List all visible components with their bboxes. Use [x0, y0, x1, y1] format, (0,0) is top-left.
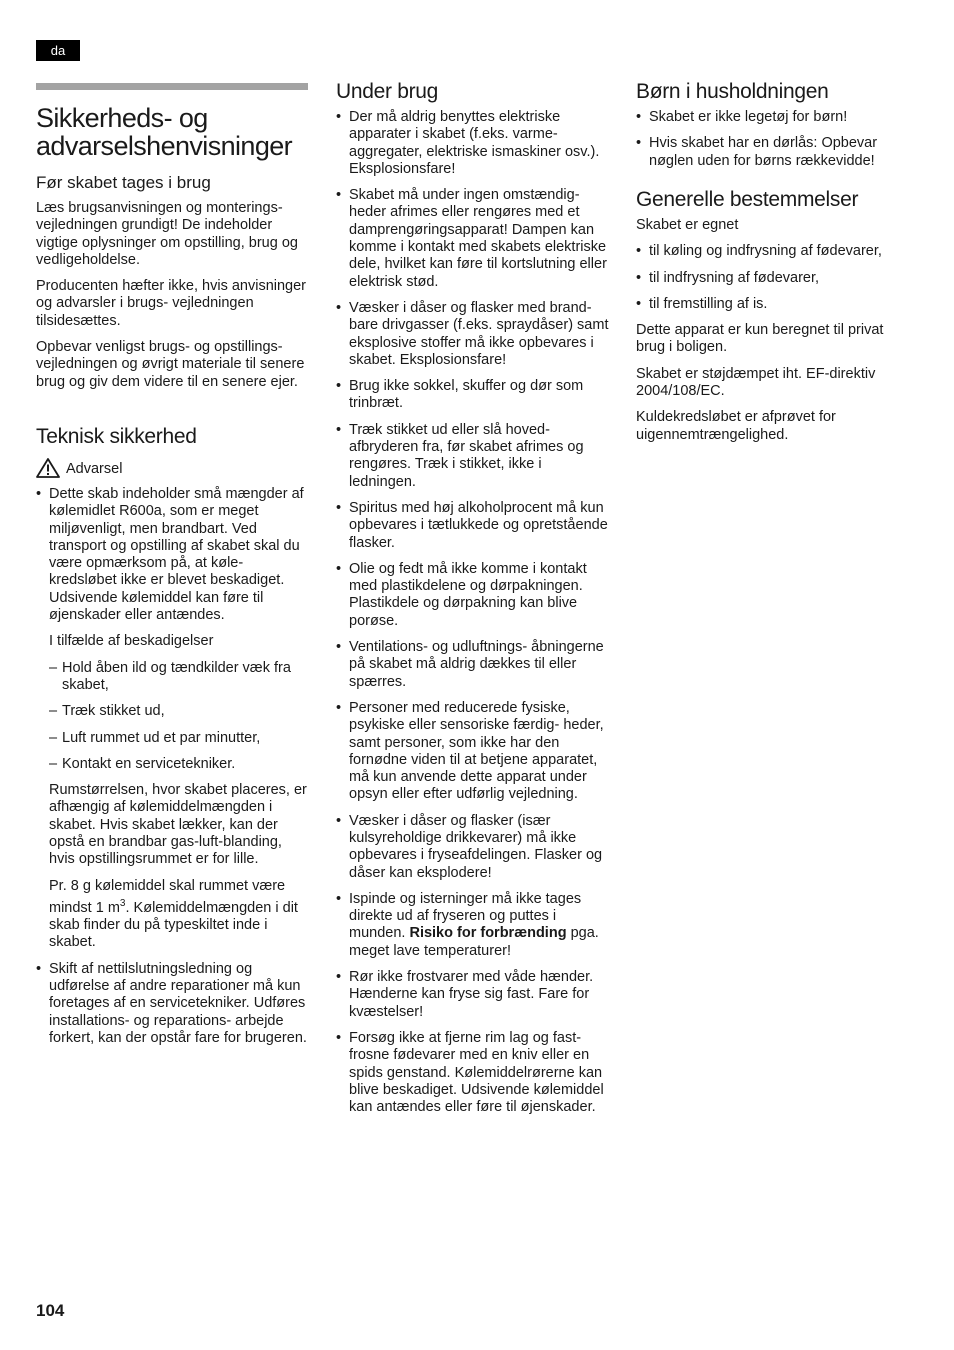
paragraph: Kuldekredsløbet er afprøvet for uigennemtrængelighed.: [636, 409, 836, 443]
bullet-text: • Dette skab indeholder små mængder af kølemidlet R600a, som er meget miljøvenligt, men brandbart. Ved transport og opstilling af skabet skal du være opmærksom på, at køle- kredsløbet ikke er blevet beskadiget. Udsivende kølemiddel kan føre til øjenskader eller antændes.: [49, 486, 304, 624]
list-item: – Træk stikket ud,: [49, 703, 308, 720]
list-item: • Olie og fedt må ikke komme i kontakt med plastikdelene og dørpakningen. Plastikdele og dørpakning kan blive porøse.: [336, 561, 610, 630]
warning-row: [36, 458, 308, 478]
page-number: 104: [36, 1301, 65, 1320]
language-tab: da: [36, 40, 80, 61]
list-item: • Brug ikke sokkel, skuffer og dør som trinbræt.: [336, 378, 610, 413]
before-use-heading: Før skabet tages i brug: [36, 173, 211, 192]
damage-heading: I tilfælde af beskadigelser: [49, 633, 214, 650]
tech-safety-heading: Teknisk sikkerhed: [36, 425, 197, 448]
warning-icon: [36, 458, 60, 478]
list-item: • Hvis skabet har en dørlås: Opbevar nøglen uden for børns rækkevidde!: [636, 135, 908, 170]
list-item: • Ispinde og isterninger må ikke tages direkte ud af fryseren og puttes i munden. Risiko for forbrænding pga. meget lave temperaturer!: [336, 891, 610, 960]
list-item: • Der må aldrig benyttes elektriske apparater i skabet (f.eks. varme- aggregater, elektriske ismaskiner osv.). Eksplosionsfare!: [336, 109, 610, 178]
children-list: [636, 109, 908, 170]
tech-bullets: [36, 486, 308, 1047]
list-item: • Forsøg ikke at fjerne rim lag og fast- frosne fødevarer med en kniv eller en spids genstand. Kølemiddelrørerne kan blive beskadiget. Udsivende kølemiddel kan antændes eller føre til øjenskader.: [336, 1030, 610, 1116]
title-rule: [36, 83, 308, 90]
list-item: – Luft rummet ud et par minutter,: [49, 730, 308, 747]
room-size-text: Rumstørrelsen, hvor skabet placeres, er afhængig af kølemiddelmængden i skabet. Hvis skabet lækker, kan der opstå en brandbar gas-luft-blanding, hvis opstillingsrummet er for lille.: [49, 782, 307, 868]
list-item: • Skabet er ikke legetøj for børn!: [636, 109, 908, 126]
suitable-intro: Skabet er egnet: [636, 217, 739, 233]
damage-steps: [49, 660, 308, 773]
paragraph: Producenten hæfter ikke, hvis anvisninger og advarsler i brugs- vejledningen tilsidesættes.: [36, 278, 307, 329]
general-heading: Generelle bestemmelser: [636, 188, 859, 211]
list-item: • til fremstilling af is.: [636, 296, 908, 313]
list-item: • Væsker i dåser og flasker (især kulsyreholdige drikkevarer) må ikke opbevares i fryseafdelingen. Flasker og dåser kan eksplodere!: [336, 813, 610, 882]
under-use-section: [336, 109, 610, 1125]
list-item: • til køling og indfrysning af fødevarer,: [636, 243, 908, 260]
children-section: [636, 109, 908, 179]
list-item: • Væsker i dåser og flasker med brand- bare drivgasser (f.eks. spraydåser) samt eksplosive stoffer må ikke opbevares i skabet. Eksplosionsfare!: [336, 300, 610, 369]
children-heading: Børn i husholdningen: [636, 80, 829, 103]
list-item: • Spiritus med høj alkoholprocent må kun opbevares i tætlukkede og opretstående flasker.: [336, 500, 610, 552]
suitable-list: [636, 243, 908, 313]
page-title: Sikkerheds- og advarselshenvisninger: [36, 103, 293, 161]
paragraph: Læs brugsanvisningen og monterings- vejledningen grundigt! De indeholder vigtige oplysninger om opstilling, brug og vedligeholdelse.: [36, 200, 298, 268]
list-item: – Kontakt en servicetekniker.: [49, 756, 308, 773]
paragraph: Skabet er støjdæmpet iht. EF-direktiv 2004/108/EC.: [636, 365, 876, 400]
list-item: • Rør ikke frostvarer med våde hænder. Hænderne kan fryse sig fast. Fare for kvæstelser!: [336, 969, 610, 1021]
per-gram-text: Pr. 8 g kølemiddel skal rummet være mindst 1 $m^3$. Kølemiddelmængden i dit skab finder du på typeskiltet inde i skabet.: [49, 877, 298, 951]
list-item: • Træk stikket ud eller slå hoved- afbryderen fra, før skabet afrimes og rengøres. Træk i stikket, ikke i ledningen.: [336, 422, 610, 491]
list-item: [36, 486, 308, 952]
before-use-section: [36, 200, 308, 400]
list-item: • Ventilations- og udluftnings- åbningerne på skabet må aldrig dækkes til eller spærres.: [336, 639, 610, 691]
paragraph: Opbevar venligst brugs- og opstillings- vejledningen og øvrigt materiale til senere brug og giv dem videre til en senere ejer.: [36, 339, 305, 390]
tech-safety-section: [36, 458, 308, 1056]
paragraph: Dette apparat er kun beregnet til privat brug i boligen.: [636, 322, 884, 356]
general-section: [636, 217, 908, 453]
list-item: – Hold åben ild og tændkilder væk fra skabet,: [49, 660, 308, 695]
list-item: • Skabet må under ingen omstændig- heder afrimes eller rengøres med et damprengøringsapparat! Dampen kan komme i kontakt med skabets elektriske dele, hvilket kan føre til kortslutning eller elektrisk stød.: [336, 187, 610, 291]
under-use-heading: Under brug: [336, 80, 439, 103]
under-use-list: [336, 109, 610, 1116]
list-item: • Personer med reducerede fysiske, psykiske eller sensoriske færdig- heder, samt personer, som ikke har den fornødne viden til at betjene apparatet, må kun anvende dette apparat under opsyn eller efter udførlig vejledning.: [336, 700, 610, 804]
list-item: • Skift af nettilslutningsledning og udførelse af andre reparationer må kun foretages af en servicetekniker. Udføres installations- og reparations- arbejde forkert, kan der opstår fare for brugeren.: [36, 961, 308, 1047]
list-item: • til indfrysning af fødevarer,: [636, 270, 908, 287]
warning-label: Advarsel: [66, 460, 123, 477]
